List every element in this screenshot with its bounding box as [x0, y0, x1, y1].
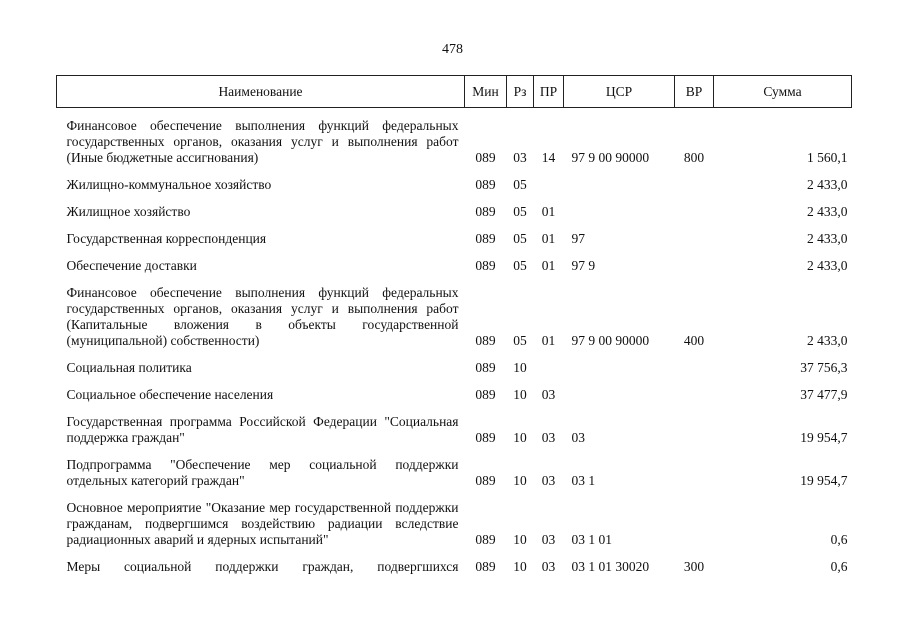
row-min: 089: [475, 430, 496, 445]
table-row: [57, 220, 852, 247]
row-pr: 03: [541, 473, 556, 488]
row-rz: 10: [513, 559, 527, 574]
row-min: 089: [475, 177, 496, 192]
row-name: Финансовое обеспечение выполнения функций федеральных государственных органов, оказания услуг и выполнения работ (Капитальные вложения в объекты государственной (муниципальной) собственности): [66, 285, 459, 348]
row-sum: 0,6: [830, 559, 848, 574]
row-pr: 01: [541, 231, 556, 246]
row-min: 089: [475, 387, 496, 402]
row-name: Обеспечение доставки: [66, 258, 197, 273]
row-vr: [675, 193, 714, 220]
row-vr: [675, 403, 714, 446]
table-row: [57, 403, 852, 446]
row-min: 089: [475, 333, 496, 348]
row-vr: 400: [683, 333, 705, 348]
row-min: 089: [475, 532, 496, 547]
row-rz: 05: [513, 258, 527, 273]
row-min: 089: [475, 360, 496, 375]
row-rz: 10: [513, 473, 527, 488]
table-header-row: [57, 76, 852, 108]
row-pr: 01: [541, 204, 556, 219]
row-pr: 03: [541, 559, 556, 574]
row-pr: 01: [541, 258, 556, 273]
table-row: [57, 274, 852, 349]
table-row: [57, 166, 852, 193]
header-min: Мин: [465, 76, 507, 108]
row-name: Государственная программа Российской Федерации "Социальная поддержка граждан": [66, 414, 459, 445]
row-csr: 97 9: [571, 258, 596, 273]
table-row: [57, 193, 852, 220]
row-vr: [675, 489, 714, 548]
row-sum: 19 954,7: [800, 430, 848, 445]
table-row: [57, 108, 852, 167]
row-sum: 2 433,0: [807, 177, 848, 192]
row-rz: 03: [513, 150, 527, 165]
row-name: Социальная политика: [66, 360, 192, 375]
row-rz: 05: [513, 204, 527, 219]
table-row: [57, 489, 852, 548]
row-rz: 10: [513, 387, 527, 402]
row-pr: 01: [541, 333, 556, 348]
row-vr: [675, 376, 714, 403]
row-rz: 10: [513, 532, 527, 547]
row-pr: [534, 349, 564, 376]
row-min: 089: [475, 473, 496, 488]
row-rz: 10: [513, 430, 527, 445]
row-name: Жилищно-коммунальное хозяйство: [66, 177, 272, 192]
row-sum: 0,6: [830, 532, 848, 547]
row-sum: 2 433,0: [807, 333, 848, 348]
budget-table: [56, 75, 852, 575]
table-row: [57, 247, 852, 274]
row-name: Меры социальной поддержки граждан, подвергшихся: [66, 559, 459, 574]
row-csr: [564, 166, 675, 193]
row-vr: [675, 247, 714, 274]
row-min: 089: [475, 150, 496, 165]
row-csr: 03 1 01 30020: [571, 559, 650, 574]
row-csr: [564, 376, 675, 403]
row-rz: 05: [513, 333, 527, 348]
row-csr: 03 1: [571, 473, 596, 488]
row-vr: [675, 349, 714, 376]
header-csr: ЦСР: [564, 76, 675, 108]
row-sum: 2 433,0: [807, 258, 848, 273]
row-min: 089: [475, 204, 496, 219]
row-name: Социальное обеспечение населения: [66, 387, 274, 402]
row-sum: 1 560,1: [807, 150, 848, 165]
page-number: 478: [442, 42, 463, 57]
row-name: Финансовое обеспечение выполнения функций федеральных государственных органов, оказания услуг и выполнения работ (Иные бюджетные ассигнования): [66, 118, 459, 165]
row-csr: [564, 349, 675, 376]
header-pr: ПР: [534, 76, 564, 108]
header-sum: Сумма: [714, 76, 852, 108]
row-sum: 2 433,0: [807, 231, 848, 246]
row-rz: 05: [513, 177, 527, 192]
row-vr: [675, 446, 714, 489]
row-name: Подпрограмма "Обеспечение мер социальной поддержки отдельных категорий граждан": [66, 457, 459, 488]
header-name: Наименование: [57, 76, 465, 108]
row-csr: [564, 193, 675, 220]
row-vr: 800: [683, 150, 705, 165]
row-sum: 37 756,3: [800, 360, 848, 375]
row-pr: 03: [541, 532, 556, 547]
table-row: [57, 548, 852, 575]
row-csr: 03: [571, 430, 585, 445]
row-sum: 37 477,9: [800, 387, 848, 402]
row-name: Основное мероприятие "Оказание мер государственной поддержки гражданам, подвергшимся воздействию радиации вследствие радиационных аварий и ядерных испытаний": [66, 500, 459, 547]
row-vr: [675, 220, 714, 247]
row-name: Жилищное хозяйство: [66, 204, 191, 219]
row-vr: [675, 166, 714, 193]
table-row: [57, 376, 852, 403]
row-csr: 03 1 01: [571, 532, 612, 547]
header-rz: Рз: [507, 76, 534, 108]
row-min: 089: [475, 231, 496, 246]
row-rz: 10: [513, 360, 527, 375]
header-vr: ВР: [675, 76, 714, 108]
row-pr: 14: [541, 150, 556, 165]
row-rz: 05: [513, 231, 527, 246]
row-sum: 2 433,0: [807, 204, 848, 219]
row-sum: 19 954,7: [800, 473, 848, 488]
row-vr: 300: [683, 559, 705, 574]
table-row: [57, 349, 852, 376]
row-csr: 97: [571, 231, 585, 246]
row-name: Государственная корреспонденция: [66, 231, 267, 246]
row-pr: [534, 166, 564, 193]
row-csr: 97 9 00 90000: [571, 150, 650, 165]
row-min: 089: [475, 258, 496, 273]
row-pr: 03: [541, 387, 556, 402]
row-min: 089: [475, 559, 496, 574]
table-row: [57, 446, 852, 489]
row-csr: 97 9 00 90000: [571, 333, 650, 348]
row-pr: 03: [541, 430, 556, 445]
